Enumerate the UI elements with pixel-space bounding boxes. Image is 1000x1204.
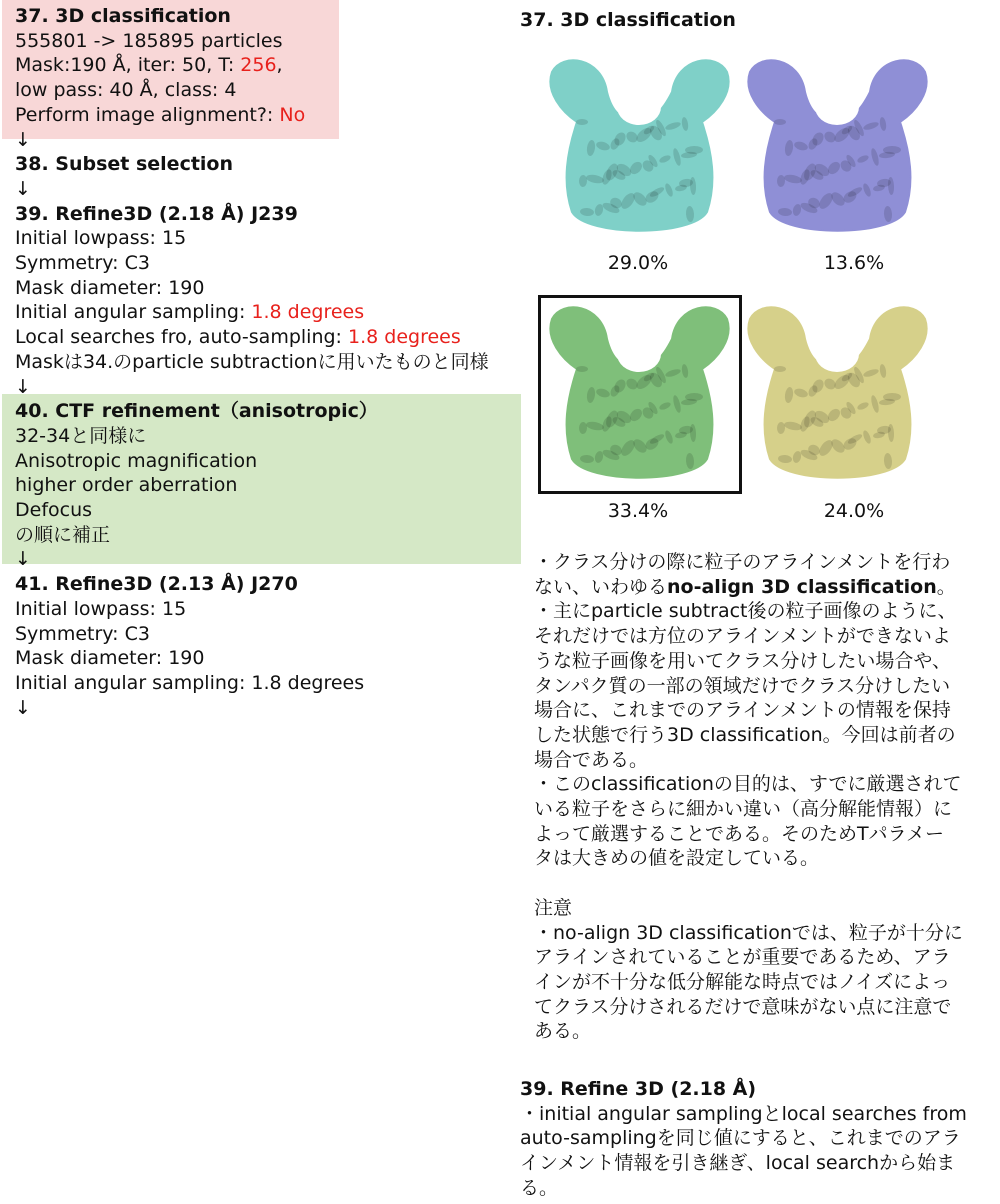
para-line: いる粒子をさらに細かい違い（高分解能情報）に bbox=[534, 798, 953, 821]
step40-line: higher order aberration bbox=[15, 474, 238, 497]
step41-lowpass: Initial lowpass: 15 bbox=[15, 597, 187, 620]
class-percent: 33.4% bbox=[607, 500, 669, 522]
step41-mask: Mask diameter: 190 bbox=[15, 647, 205, 670]
step37-title: 37. 3D classification bbox=[15, 5, 231, 27]
step41-symmetry: Symmetry: C3 bbox=[15, 622, 150, 645]
para-line: した状態で行う3D classification。今回は前者の bbox=[534, 723, 956, 746]
refine-section bbox=[520, 1077, 967, 1201]
density-map-class4 bbox=[740, 299, 935, 489]
note-paragraph bbox=[534, 921, 963, 1045]
arrow-down: ↓ bbox=[15, 375, 31, 398]
step39-angular: Initial angular sampling: 1.8 degrees bbox=[15, 301, 365, 324]
para-line: てクラス分けされるだけで意味がない点に注意で bbox=[534, 995, 952, 1018]
step40-line: の順に補正 bbox=[15, 523, 111, 546]
para-line: ・no-align 3D classificationでは、粒子が十分に bbox=[534, 921, 963, 944]
para-line: よって厳選することである。そのためTパラメー bbox=[534, 822, 945, 845]
step40-title: 40. CTF refinement（anisotropic） bbox=[15, 400, 378, 423]
para-line: ある。 bbox=[534, 1020, 592, 1043]
para-line: タは大きめの値を設定している。 bbox=[534, 847, 820, 870]
arrow-down: ↓ bbox=[15, 548, 31, 571]
step37-params: Mask:190 Å, iter: 50, T: 256, bbox=[15, 54, 283, 77]
para-line: インが不十分な低分解能な時点ではノイズによっ bbox=[534, 970, 951, 993]
density-map-class1 bbox=[542, 52, 737, 242]
step39-mask-note: Maskは34.のparticle subtractionに用いたものと同様 bbox=[15, 350, 489, 373]
para-line: 場合に、これまでのアラインメントの情報を保持 bbox=[534, 699, 951, 722]
class-percent: 29.0% bbox=[607, 252, 669, 274]
step40-line: 32-34と同様に bbox=[15, 424, 147, 447]
para-line: タンパク質の一部の領域だけでクラス分けしたい bbox=[534, 674, 951, 697]
step39-title: 39. Refine3D (2.18 Å) J239 bbox=[15, 202, 298, 225]
selected-class-frame bbox=[538, 295, 742, 494]
step39-symmetry: Symmetry: C3 bbox=[15, 252, 150, 275]
para-line: る。 bbox=[520, 1176, 559, 1199]
para-line: ・initial angular samplingとlocal searches from bbox=[520, 1102, 967, 1125]
para-line: auto-samplingを同じ値にすると、これまでのアラ bbox=[520, 1127, 961, 1150]
para-line: それだけでは方位のアラインメントができないよ bbox=[534, 625, 951, 648]
step39-mask: Mask diameter: 190 bbox=[15, 276, 205, 299]
para-line: 場合である。 bbox=[534, 748, 649, 771]
step39-local: Local searches fro, auto-sampling: 1.8 degrees bbox=[15, 326, 461, 349]
step37-alignment: Perform image alignment?: No bbox=[15, 103, 306, 126]
spacer bbox=[534, 871, 963, 896]
class-percent: 24.0% bbox=[823, 500, 885, 522]
step37-lowpass: low pass: 40 Å, class: 4 bbox=[15, 79, 237, 102]
arrow-down: ↓ bbox=[15, 177, 31, 200]
step40-line: Defocus bbox=[15, 499, 93, 522]
density-map-class2 bbox=[740, 52, 935, 242]
paragraph-3 bbox=[534, 772, 963, 871]
classification-heading: 37. 3D classification bbox=[520, 9, 736, 31]
para-line: うな粒子画像を用いてクラス分けしたい場合や、 bbox=[534, 649, 952, 672]
step39-lowpass: Initial lowpass: 15 bbox=[15, 227, 187, 250]
arrow-down: ↓ bbox=[15, 128, 31, 151]
step41-angular: Initial angular sampling: 1.8 degrees bbox=[15, 671, 365, 694]
note-title: 注意 bbox=[534, 896, 573, 919]
para-line: アラインされていることが重要であるため、アラ bbox=[534, 946, 951, 969]
explanation-text bbox=[534, 550, 963, 1044]
para-line: ・クラス分けの際に粒子のアラインメントを行わ bbox=[534, 551, 951, 573]
class-percent: 13.6% bbox=[823, 252, 885, 274]
paragraph-2 bbox=[534, 599, 963, 772]
arrow-down: ↓ bbox=[15, 696, 31, 719]
left-column bbox=[15, 4, 489, 720]
para-line: ・主にparticle subtract後の粒子画像のように、 bbox=[534, 600, 957, 623]
step41-title: 41. Refine3D (2.13 Å) J270 bbox=[15, 573, 298, 596]
step40-line: Anisotropic magnification bbox=[15, 449, 258, 472]
para-line: ない、いわゆるno-align 3D classification。 bbox=[534, 575, 956, 598]
para-line: ・このclassificationの目的は、すでに厳選されて bbox=[534, 773, 962, 796]
refine-paragraph bbox=[520, 1102, 967, 1201]
para-line: インメント情報を引き継ぎ、local searchから始ま bbox=[520, 1152, 956, 1175]
refine-title: 39. Refine 3D (2.18 Å) bbox=[520, 1078, 757, 1100]
step37-particles: 555801 -> 185895 particles bbox=[15, 29, 283, 52]
step38-title: 38. Subset selection bbox=[15, 153, 234, 176]
